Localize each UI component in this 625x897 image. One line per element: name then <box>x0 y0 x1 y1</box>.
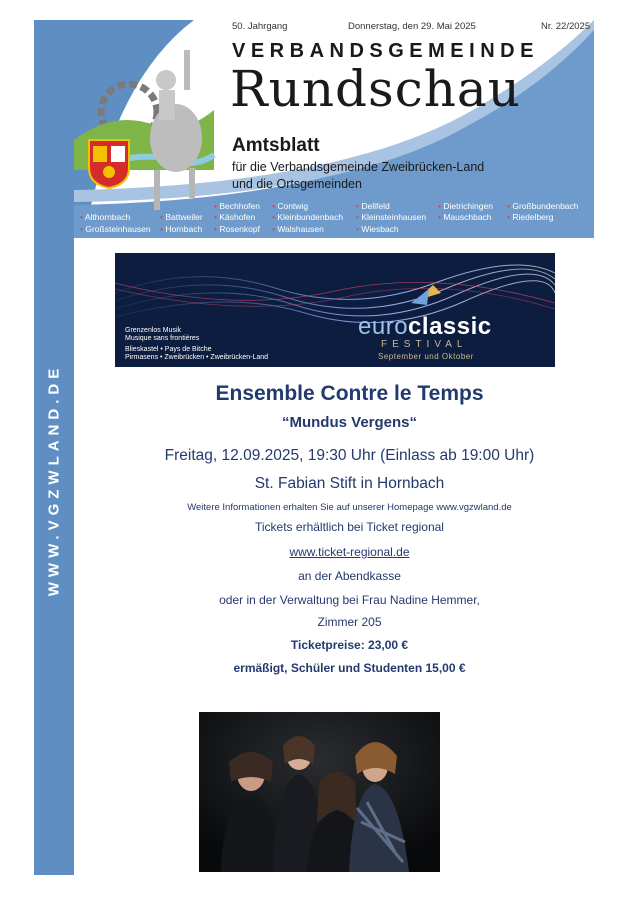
place-item: • Kleinbundenbach <box>272 212 343 222</box>
place-item: • Großbundenbach <box>507 201 579 211</box>
event-tickets: Tickets erhältlich bei Ticket regional <box>255 520 444 534</box>
event-room: Zimmer 205 <box>317 615 382 629</box>
banner-locations-2: Pirmasens • Zweibrücken • Zweibrücken-Land <box>125 354 269 361</box>
brand-classic: classic <box>408 313 492 340</box>
ensemble-photo <box>199 712 440 872</box>
festival-brand <box>358 313 492 341</box>
volume-label: 50. Jahrgang <box>232 21 288 32</box>
event-title: Ensemble Contre le Temps <box>215 382 484 405</box>
event-venue: St. Fabian Stift in Hornbach <box>254 475 445 492</box>
event-price: Ticketpreise: 23,00 € <box>290 638 409 652</box>
place-item: • Riedelberg <box>507 212 553 222</box>
issue-number: Nr. 22/2025 <box>541 21 591 32</box>
place-item: • Dellfeld <box>356 201 390 211</box>
ticket-link[interactable]: www.ticket-regional.de <box>289 545 410 559</box>
banner-tagline-de: Grenzenlos Musik <box>125 327 182 334</box>
event-datetime: Freitag, 12.09.2025, 19:30 Uhr (Einlass ab 19:00 Uhr) <box>164 447 535 464</box>
masthead-title: Rundschau <box>230 60 521 118</box>
masthead-kicker: VERBANDSGEMEINDE <box>232 40 539 62</box>
place-item: • Kleinsteinhausen <box>356 212 426 222</box>
place-item: • Großsteinhausen <box>80 224 151 234</box>
place-item: • Wiesbach <box>356 224 399 234</box>
sidebar-url: WWW.VGZWLAND.DE <box>45 363 63 597</box>
festival-season: September und Oktober <box>378 352 474 361</box>
place-item: • Mauschbach <box>438 212 492 222</box>
masthead-subline-2: und die Ortsgemeinden <box>232 177 362 191</box>
crest-icon <box>87 138 131 190</box>
place-item: • Käshofen <box>214 212 255 222</box>
banner-locations-1: Blieskastel • Pays de Bitche <box>125 346 212 353</box>
festival-word: FESTIVAL <box>381 339 468 350</box>
banner-tagline-fr: Musique sans frontières <box>125 335 200 342</box>
event-boxoffice: an der Abendkasse <box>298 569 401 583</box>
place-item: • Walshausen <box>272 224 324 234</box>
place-item: • Althornbach <box>80 212 130 222</box>
place-item: • Dietrichingen <box>438 201 493 211</box>
place-item: • Battweiler <box>160 212 203 222</box>
brand-euro: euro <box>358 313 409 340</box>
event-program: “Mundus Vergens“ <box>281 414 418 431</box>
place-item: • Hornbach <box>160 224 202 234</box>
masthead-subline-1: für die Verbandsgemeinde Zweibrücken-Land <box>232 160 485 174</box>
event-admin: oder in der Verwaltung bei Frau Nadine Hemmer, <box>219 593 480 607</box>
event-reduced-price: ermäßigt, Schüler und Studenten 15,00 € <box>233 661 466 675</box>
issue-date: Donnerstag, den 29. Mai 2025 <box>348 21 476 32</box>
festival-banner <box>115 253 555 367</box>
place-item: • Rosenkopf <box>214 224 260 234</box>
place-item: • Contwig <box>272 201 308 211</box>
masthead-subtitle: Amtsblatt <box>232 135 320 156</box>
event-info: Weitere Informationen erhalten Sie auf unserer Homepage www.vgzwland.de <box>187 502 512 513</box>
place-item: • Bechhofen <box>214 201 260 211</box>
